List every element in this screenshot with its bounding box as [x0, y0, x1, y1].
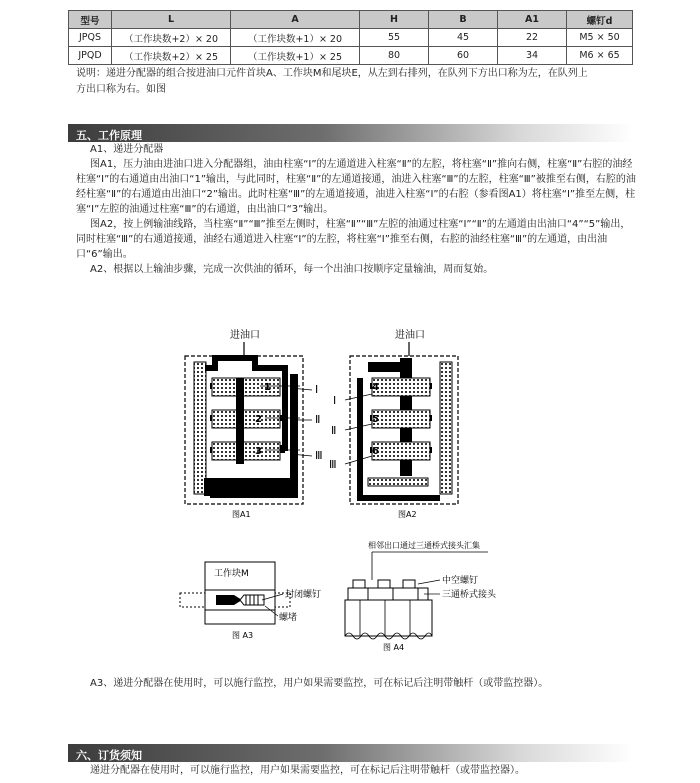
section-5-title: 五、工作原理 [76, 129, 142, 142]
table-cell: JPQD [69, 47, 112, 65]
a2-outlet-6: 6 [372, 446, 379, 457]
a3-caption: 图 A3 [232, 631, 254, 640]
figures-diagram [0, 318, 700, 658]
a1-plunger-III: Ⅲ [315, 449, 323, 462]
header-cell: L [112, 11, 231, 29]
a1-outlet-1: 1 [264, 382, 271, 393]
a2-outlet-5: 5 [372, 414, 379, 425]
table-row [69, 47, 633, 65]
table-cell: M6 × 65 [567, 47, 633, 65]
table-cell: 60 [429, 47, 498, 65]
a1-plunger-I: Ⅰ [315, 383, 319, 396]
table-cell: 34 [498, 47, 567, 65]
a4-joint-label: 三通桥式接头 [442, 590, 497, 600]
table-row [69, 29, 633, 47]
a3-nut-label: 螺堵 [279, 613, 298, 623]
table-cell: 55 [360, 29, 429, 47]
a1-caption: 图A1 [232, 510, 251, 519]
header-cell: H [360, 11, 429, 29]
a4-top-label: 相邻出口通过三通桥式接头汇集 [368, 541, 480, 550]
table-cell: （工作块数+2）× 25 [112, 47, 231, 65]
a2-plunger-I: Ⅰ [333, 394, 337, 407]
header-cell: A1 [498, 11, 567, 29]
section-5-heading [68, 124, 633, 142]
a2-caption: 图A2 [398, 510, 417, 519]
table-cell: （工作块数+2）× 20 [112, 29, 231, 47]
spec-table [68, 10, 633, 65]
header-cell: B [429, 11, 498, 29]
header-cell: 螺钉d [567, 11, 633, 29]
section-6-title: 六、订货须知 [76, 749, 142, 762]
table-cell: M5 × 50 [567, 29, 633, 47]
figure-a2 [329, 328, 458, 519]
figure-a1 [185, 328, 323, 519]
header-cell: A [231, 11, 360, 29]
paragraph-a2: A2、根据以上输油步骤，完成一次供油的循环，每一个出油口按顺序定量输油，周而复始。 [90, 264, 494, 275]
a2-outlet-4: 4 [372, 382, 379, 393]
a4-caption: 图 A4 [383, 643, 405, 652]
a4-screw-label: 中空螺钉 [442, 576, 479, 586]
table-cell: 22 [498, 29, 567, 47]
table-note-line-1: 说明：递进分配器的组合按进油口元件首块A、工作块M和尾块E，从左到右排列，在队列下方出口称为左，在队列上 [76, 68, 588, 79]
paragraph-fig-a2: 图A2，按上例输油线路，当柱塞“Ⅱ”“Ⅲ”推至左侧时，柱塞“Ⅱ”“Ⅲ”左腔的油通过柱塞“Ⅰ”“Ⅱ”的左通道由出油口“4”“5”输出，同时柱塞“Ⅲ”的右通道接通，油经右通道进入柱塞“Ⅰ”的左腔，将柱塞“Ⅰ”推至右侧，右腔的油经柱塞“Ⅲ”的左通道，由出油口“6”输出。 [76, 219, 631, 260]
spec-table-header [69, 11, 633, 29]
a2-inlet-label: 进油口 [395, 330, 425, 341]
a1-outlet-2: 2 [255, 414, 262, 425]
a2-plunger-III: Ⅲ [329, 458, 337, 471]
a1-inlet-label: 进油口 [230, 330, 260, 341]
paragraph-a1-title: A1、递进分配器 [90, 144, 164, 155]
table-cell: JPQS [69, 29, 112, 47]
a2-plunger-II: Ⅱ [331, 424, 337, 437]
paragraph-fig-a1: 图A1，压力油由进油口进入分配器组，油由柱塞“Ⅰ”的左通道进入柱塞“Ⅱ”的左腔，将柱塞“Ⅱ”推向右侧，柱塞“Ⅱ”右腔的油经柱塞“Ⅰ”的右通道由出油口“1”输出，与此同时，柱塞“Ⅱ”的左通道接通，油进入柱塞“Ⅲ”的左腔，柱塞“Ⅲ”被推至右侧，右腔的油经柱塞“Ⅱ”的右通道由出油口“2”输出。此时柱塞“Ⅲ”的左通道接通，油进入柱塞“Ⅰ”的右腔（参看图A1）将柱塞“Ⅰ”推至左侧，柱塞“Ⅰ”左腔的油通过柱塞“Ⅲ”的右通道，由出油口“3”输出。 [76, 159, 636, 215]
table-cell: （工作块数+1）× 25 [231, 47, 360, 65]
table-cell: 80 [360, 47, 429, 65]
header-cell: 型号 [69, 11, 112, 29]
table-note-line-2: 方出口称为右。如图 [76, 84, 166, 95]
a3-box-label: 工作块M [214, 569, 249, 579]
a1-plunger-II: Ⅱ [315, 413, 321, 426]
table-cell: （工作块数+1）× 20 [231, 29, 360, 47]
figure-a3 [180, 562, 321, 640]
section-6-heading [68, 744, 633, 762]
paragraph-a3-monitoring: A3、递进分配器在使用时，可以施行监控，用户如果需要监控，可在标记后注明带触杆（或带监控器）。 [90, 678, 549, 689]
figure-a4 [345, 540, 497, 652]
section-6-text: 递进分配器在使用时，可以施行监控，用户如果需要监控，可在标记后注明带触杆（或带监控器）。 [90, 765, 525, 776]
a3-plug-label: 封闭螺钉 [285, 590, 322, 600]
a1-outlet-3: 3 [255, 446, 262, 457]
table-cell: 45 [429, 29, 498, 47]
